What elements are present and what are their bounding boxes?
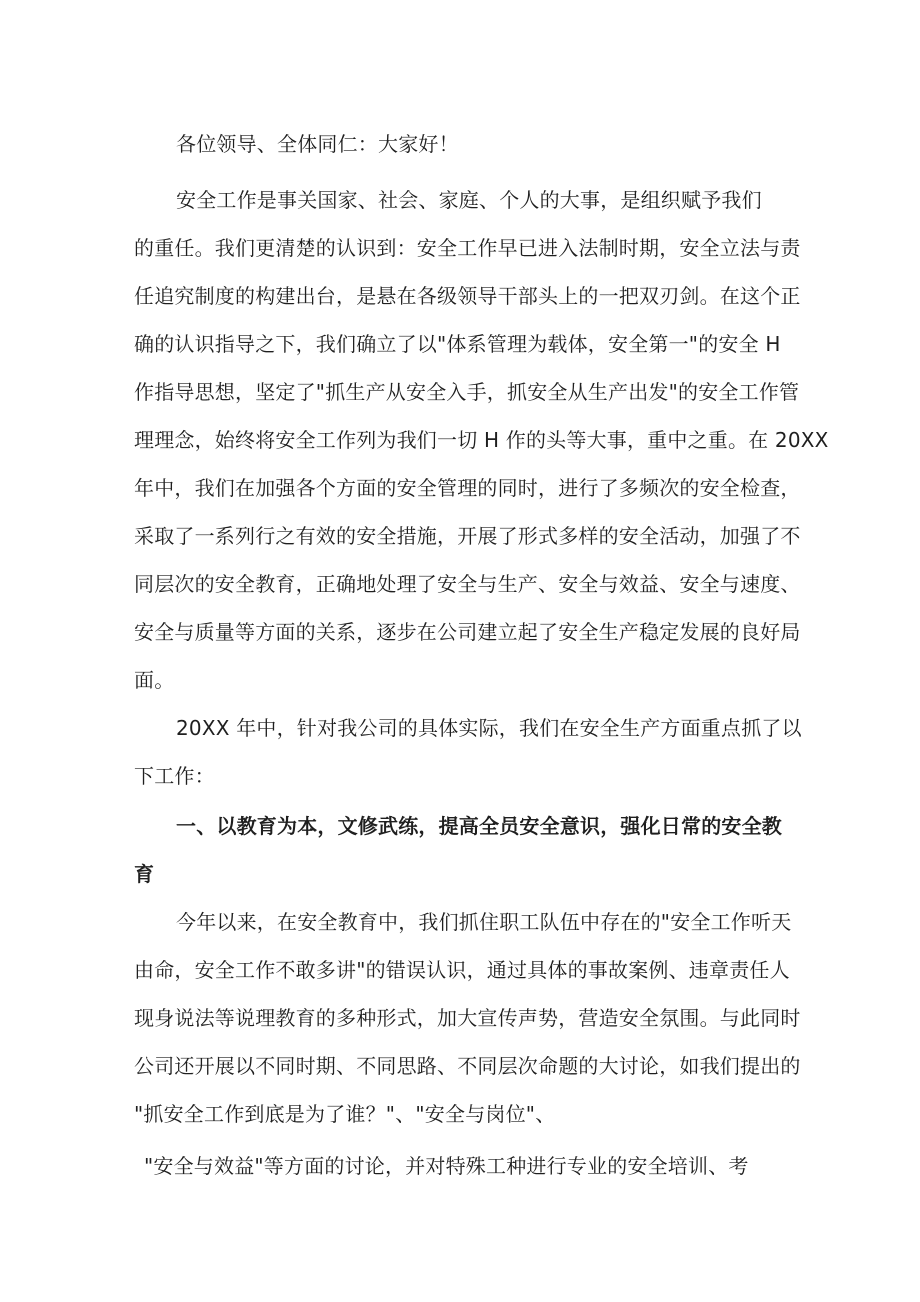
paragraph-1-line-3: 任追究制度的构建出台，是悬在各级领导干部头上的一把双刃剑。在这个正 — [134, 284, 801, 308]
section-heading-line-1: 一、以教育为本，文修武练，提高全员安全意识，强化日常的安全教 — [176, 814, 782, 838]
paragraph-1-line-1: 安全工作是事关国家、社会、家庭、个人的大事，是组织赋予我们 — [176, 188, 762, 212]
paragraph-3-line-2: 由命，安全工作不敢多讲"的错误认识，通过具体的事故案例、违章责任人 — [134, 958, 790, 982]
paragraph-3-line-1: 今年以来，在安全教育中，我们抓住职工队伍中存在的"安全工作听天 — [176, 910, 792, 934]
paragraph-1-line-6: 理理念，始终将安全工作列为我们一切 H 作的头等大事，重中之重。在 20XX — [134, 428, 829, 452]
paragraph-1-line-9: 同层次的安全教育，正确地处理了安全与生产、安全与效益、安全与速度、 — [134, 572, 801, 596]
section-heading-line-2: 育 — [134, 862, 155, 886]
paragraph-1-line-8: 采取了一系列行之有效的安全措施，开展了形式多样的安全活动，加强了不 — [134, 524, 801, 548]
paragraph-1-line-4: 确的认识指导之下，我们确立了以"体系管理为载体，安全第一"的安全 H — [134, 332, 781, 356]
paragraph-1-line-10: 安全与质量等方面的关系，逐步在公司建立起了安全生产稳定发展的良好局 — [134, 620, 801, 644]
paragraph-3-line-6: "安全与效益"等方面的讨论，并对特殊工种进行专业的安全培训、考 — [144, 1154, 749, 1178]
greeting-line: 各位领导、全体同仁：大家好！ — [176, 132, 459, 156]
paragraph-2-line-2: 下工作： — [134, 764, 215, 788]
paragraph-3-line-5: "抓安全工作到底是为了谁？"、"安全与岗位"、 — [134, 1102, 556, 1126]
paragraph-3-line-4: 公司还开展以不同时期、不同思路、不同层次命题的大讨论，如我们提出的 — [134, 1054, 801, 1078]
paragraph-1-line-5: 作指导思想，坚定了"抓生产从安全入手，抓安全从生产出发"的安全工作管 — [134, 380, 800, 404]
paragraph-1-line-11: 面。 — [134, 668, 175, 692]
paragraph-1-line-7: 年中，我们在加强各个方面的安全管理的同时，进行了多频次的安全检查， — [134, 476, 801, 500]
paragraph-3-line-3: 现身说法等说理教育的多种形式，加大宣传声势，营造安全氛围。与此同时 — [134, 1006, 801, 1030]
paragraph-1-line-2: 的重任。我们更清楚的认识到：安全工作早已进入法制时期，安全立法与责 — [134, 236, 801, 260]
paragraph-2-line-1: 20XX 年中，针对我公司的具体实际，我们在安全生产方面重点抓了以 — [176, 716, 802, 740]
